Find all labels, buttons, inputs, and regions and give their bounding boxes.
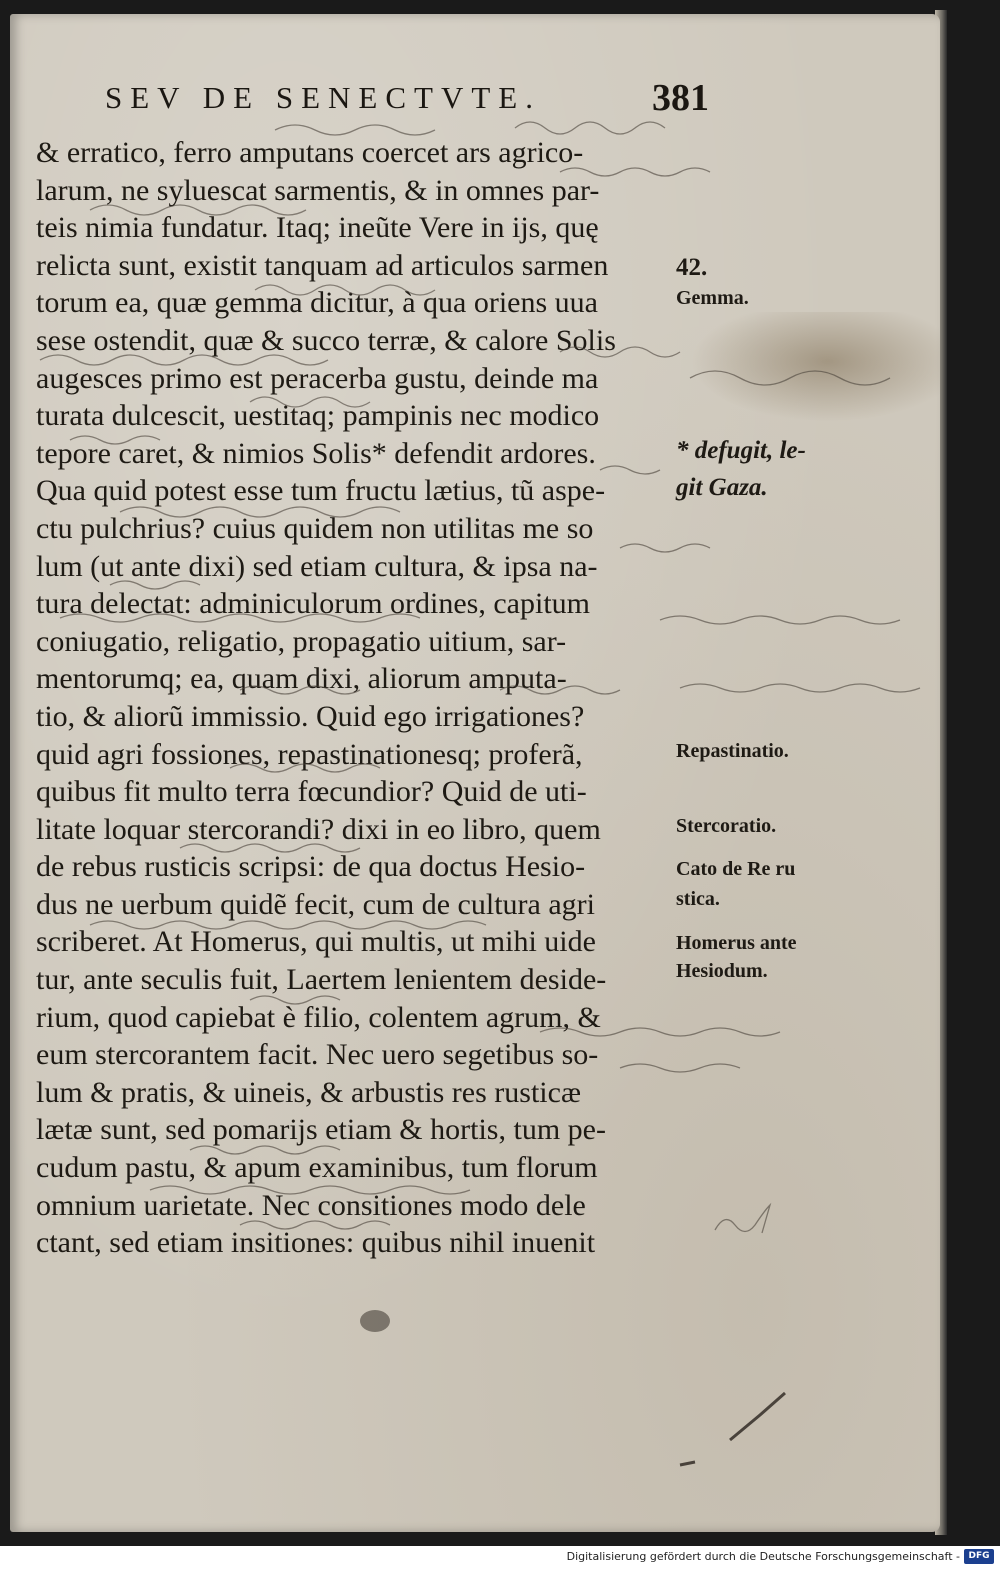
- text-line: lum (ut ante dixi) sed etiam cultura, & ipsa na-: [36, 549, 598, 583]
- page-number: 381: [652, 77, 709, 119]
- text-line: mentorumq; ea, quam dixi, aliorum amputa-: [36, 662, 567, 696]
- text-line: lætæ sunt, sed pomarijs etiam & hortis, tum pe-: [36, 1113, 606, 1147]
- margin-defugit-1: * defugit, le-: [676, 437, 806, 464]
- text-line: Qua quid potest esse tum fructu lætius, tũ aspe-: [36, 474, 606, 508]
- text-line: torum ea, quæ gemma dicitur, à qua oriens uua: [36, 286, 598, 320]
- text-line: omnium uarietate. Nec consitiones modo dele: [36, 1188, 586, 1222]
- footer-bar: [0, 1546, 1000, 1569]
- margin-homerus-2: Hesiodum.: [676, 960, 768, 982]
- text-line: sese ostendit, quæ & succo terræ, & calore Solis: [36, 323, 616, 357]
- text-line: de rebus rusticis scripsi: de qua doctus Hesio-: [36, 850, 586, 884]
- text-line: cudum pastu, & apum examinibus, tum florum: [36, 1151, 598, 1185]
- text-line: quibus fit multo terra fœcundior? Quid de uti-: [36, 775, 587, 809]
- text-line: scriberet. At Homerus, qui multis, ut mihi uide: [36, 925, 596, 959]
- running-title: SEV DE SENECTVTE.: [105, 80, 541, 115]
- text-line: tio, & aliorũ immissio. Quid ego irrigationes?: [36, 699, 585, 733]
- text-line: tur, ante seculis fuit, Laertem lenientem deside-: [36, 963, 607, 997]
- text-line: teis nimia fundatur. Itaq; ineũte Vere in ijs, quę: [36, 211, 599, 245]
- dfg-logo: DFG: [964, 1549, 994, 1564]
- text-line: larum, ne syluescat sarmentis, & in omnes par-: [36, 173, 600, 207]
- ink-smudge: [360, 1310, 390, 1332]
- margin-repastinatio: Repastinatio.: [676, 740, 789, 762]
- text-line: dus ne uerbum quidẽ fecit, cum de cultura agri: [36, 887, 595, 921]
- margin-number: 42.: [676, 254, 708, 281]
- margin-gemma: Gemma.: [676, 287, 749, 309]
- text-line: & erratico, ferro amputans coercet ars agrico-: [36, 136, 584, 169]
- margin-defugit-2: git Gaza.: [676, 474, 768, 501]
- margin-cato-2: stica.: [676, 888, 720, 910]
- text-line: ctu pulchrius? cuius quidem non utilitas me so: [36, 511, 594, 545]
- text-line: tepore caret, & nimios Solis* defendit ardores.: [36, 436, 596, 470]
- text-line: litate loquar stercorandi? dixi in eo libro, quem: [36, 812, 601, 846]
- margin-stercoratio: Stercoratio.: [676, 815, 777, 837]
- text-line: relicta sunt, existit tanquam ad articulos sarmen: [36, 248, 609, 282]
- margin-cato-1: Cato de Re ru: [676, 858, 796, 880]
- text-line: lum & pratis, & uineis, & arbustis res rusticæ: [36, 1075, 581, 1109]
- text-line: coniugatio, religatio, propagatio uitium, sar-: [36, 624, 567, 658]
- margin-homerus-1: Homerus ante: [676, 932, 797, 954]
- text-line: eum stercorantem facit. Nec uero segetibus so-: [36, 1038, 599, 1072]
- text-line: rium, quod capiebat è filio, colentem agrum, &: [36, 1000, 601, 1034]
- text-line: augesces primo est peracerba gustu, deinde ma: [36, 361, 599, 395]
- digitization-credit: Digitalisierung gefördert durch die Deutsche Forschungsgemeinschaft -: [566, 1550, 960, 1563]
- text-line: turata dulcescit, uestitaq; pampinis nec modico: [36, 399, 600, 433]
- text-line: tura delectat: adminiculorum ordines, capitum: [36, 587, 590, 621]
- text-line: quid agri fossiones, repastinationesq; proferã,: [36, 737, 583, 771]
- text-line: ctant, sed etiam insitiones: quibus nihil inuenit: [36, 1226, 596, 1260]
